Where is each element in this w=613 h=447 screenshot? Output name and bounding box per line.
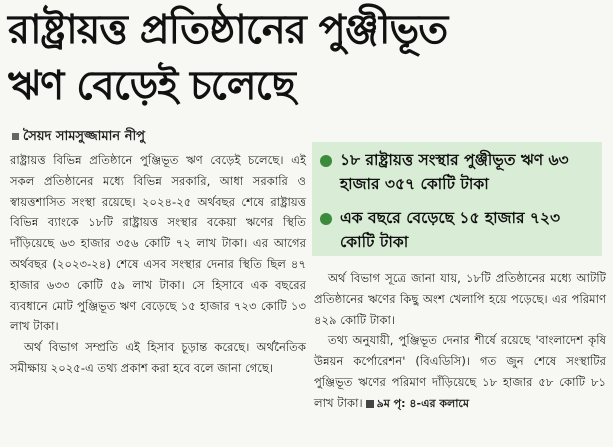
continuation-note (363, 397, 469, 410)
right-paragraph-2-text: তথ্য অনুযায়ী, পুঞ্জিভূত দেনার শীর্ষে রয়েছে 'বাংলাদেশ কৃষি উন্নয়ন কর্পোরেশন' (বিএডিসি)। গত জুন শেষে সংস্থাটির পুঞ্জিভূত ঋণের পরিমাণ দাঁড়িয়েছে ১৮ হাজার ৫৮ কোটি ৮১ লাখ টাকা। (314, 333, 606, 410)
highlight-item (318, 206, 594, 254)
left-paragraph-2: অর্থ বিভাগ সম্প্রতি এই হিসাব চূড়ান্ত করেছে। অর্থনৈতিক সমীক্ষায় ২০২৫-এ তথ্য প্রকাশ করা হবে বলে জানা গেছে। (10, 340, 306, 375)
continuation-text: ৯ম পৃ: ৪-এর কলামে (376, 396, 469, 410)
highlight-text-2: এক বছরে বেড়েছে ১৫ হাজার ৭২৩ কোটি টাকা (340, 209, 561, 251)
right-column (314, 268, 606, 415)
byline-author: সৈয়দ সামসুজ্জামান নীপু (23, 129, 146, 144)
byline-square-icon (12, 133, 19, 140)
highlight-box (312, 142, 602, 256)
headline-line-2: ঋণ বেড়েই চলেছে (8, 63, 295, 109)
left-paragraph-1: রাষ্ট্রায়ত্ত বিভিন্ন প্রতিষ্ঠানে পুঞ্জিভূত ঋণ বেড়েই চলেছে। এই সকল প্রতিষ্ঠানের মধ্যে বিভিন্ন সরকারি, আধা সরকারি ও স্বায়ত্তশাসিত সংস্থা রয়েছে। ২০২৪-২৫ অর্থবছর শেষে রাষ্ট্রায়ত্ত বিভিন্ন ব্যাংকে ১৮টি রাষ্ট্রায়ত্ত সংস্থার বকেয়া ঋণের স্থিতি দাঁড়িয়েছে ৬৩ হাজার ৩৫৬ কোটি ৭২ লাখ টাকা। এর আগের অর্থবছর (২০২৩-২৪) শেষে এসব সংস্থার দেনার স্থিতি ছিল ৪৭ হাজার ৬৩৩ কোটি ৫৯ লাখ টাকা। সে হিসাবে এক বছরের ব্যবধানে মোট পুঞ্জিভূত ঋণ বেড়েছে ১৫ হাজার ৭২৩ কোটি ১৩ লাখ টাকা। (10, 153, 306, 334)
bullet-icon (320, 155, 332, 167)
headline (8, 2, 608, 114)
right-paragraph-1: অর্থ বিভাগ সূত্রে জানা যায়, ১৮টি প্রতিষ্ঠানের মধ্যে আটটি প্রতিষ্ঠানের ঋণের কিছু অংশ খেলাপি হয়ে পড়েছে। এর পরিমাণ ৪২৯ কোটি টাকা। (314, 271, 606, 327)
left-column (10, 150, 306, 379)
highlight-text-1: ১৮ রাষ্ট্রায়ত্ত সংস্থার পুঞ্জীভূত ঋণ ৬৩ হাজার ৩৫৭ কোটি টাকা (340, 151, 569, 193)
headline-line-1: রাষ্ট্রায়ত্ত প্রতিষ্ঠানের পুঞ্জীভূত (8, 7, 448, 53)
continuation-square-icon (366, 400, 374, 408)
byline (12, 127, 302, 148)
highlight-item (318, 148, 594, 196)
right-paragraph-2 (314, 330, 606, 414)
bullet-icon (320, 213, 332, 225)
